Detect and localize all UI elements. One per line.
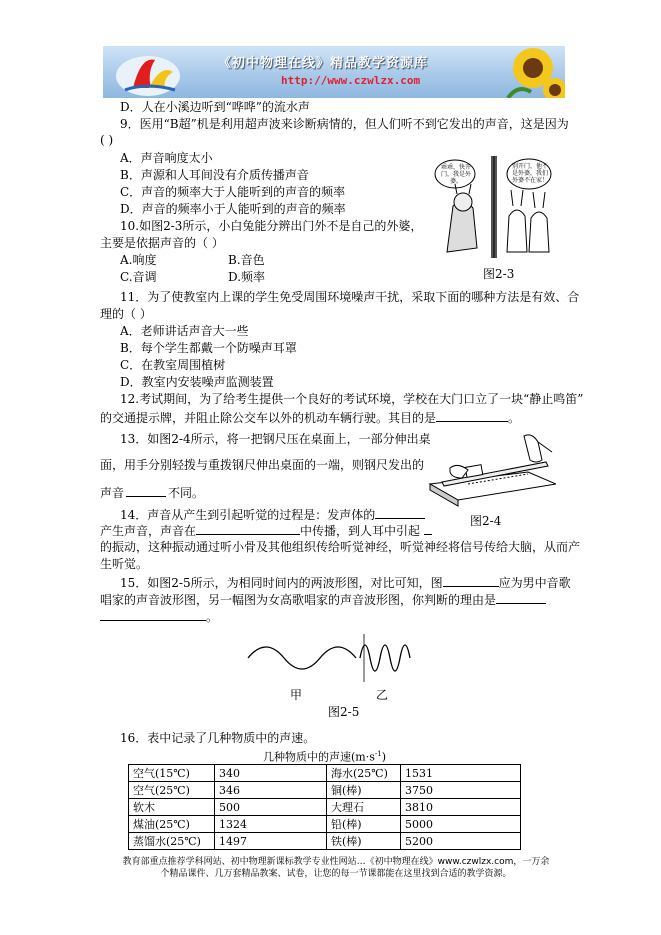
table-row [129, 816, 521, 833]
table-row [129, 833, 521, 850]
q15-line-1 [120, 574, 571, 591]
table-title [263, 747, 386, 765]
q14-answer-blank-3[interactable] [424, 522, 432, 535]
table-cell: 500 [215, 799, 327, 816]
waveform-yi [360, 645, 410, 671]
table-cell: 1531 [401, 765, 521, 782]
table-row [129, 799, 521, 816]
q12-end: 。 [508, 411, 521, 425]
table-cell: 3750 [401, 782, 521, 799]
footer-line-1: 教育部重点推荐学科网站、初中物理新课标教学专业性网站…《初中物理在线》www.czwlzx.com，一万余 [122, 857, 550, 867]
q10-option-b: B.音色 [228, 253, 265, 267]
q12-line-2 [100, 409, 520, 426]
q13-text: 声音 [100, 486, 125, 500]
footer-line-2: 个精品课件、几万套精品教案、试卷，让您的每一节课都能在这里找到合适的教学资源。 [160, 869, 512, 879]
table-row [129, 765, 521, 782]
table-cell: 3810 [401, 799, 521, 816]
table-title-text: 几种物质中的声速(m·s [263, 750, 375, 764]
q12-text: 的交通提示牌，并阻止除公交车以外的机动车辆行驶。其目的是 [100, 411, 437, 425]
label-jia: 甲 [290, 688, 303, 702]
q15-line-3 [100, 608, 218, 625]
figure-2-5-waveforms [246, 630, 416, 686]
q11-stem-2: 理的（ ） [100, 307, 152, 321]
figure-2-3-caption: 图2-3 [483, 267, 515, 281]
ruler-on-table-illustration [428, 432, 556, 510]
q8-option-d: D．人在小溪边听到“哗哗”的流水声 [120, 100, 310, 114]
figure-2-4 [428, 432, 556, 510]
table-cell: 软木 [129, 799, 215, 816]
q15-line-2 [100, 591, 546, 608]
q9-option-d: D．声音的频率小于人能听到的声音的频率 [120, 202, 346, 216]
q15-answer-blank-3[interactable] [100, 608, 206, 621]
waveform-jia [248, 647, 356, 669]
q14-line-3: 的振动，这种振动通过听小骨及其他组织传给听觉神经，听觉神经将信号传给大脑，从而产 [100, 540, 581, 554]
table-row [129, 782, 521, 799]
q14-answer-blank-2[interactable] [196, 522, 300, 535]
q9-option-b: B．声源和人耳间没有介质传播声音 [120, 168, 309, 182]
table-cell: 空气(25℃) [129, 782, 215, 799]
q16-stem: 16．表中记录了几种物质中的声速。 [120, 731, 316, 745]
table-cell: 空气(15℃) [129, 765, 215, 782]
q10-option-d: D.频率 [228, 270, 266, 284]
figure-2-4-caption: 图2-4 [470, 514, 502, 528]
q13-end: 不同。 [168, 486, 205, 500]
q15-answer-blank-1[interactable] [443, 574, 499, 587]
q15-text-1: 15．如图2-5所示，为相同时间内的两波形图，对比可知，图 [120, 576, 443, 590]
sound-speed-table [128, 764, 521, 850]
q14-line-2 [100, 522, 432, 539]
q14-line-1 [120, 506, 425, 523]
q9-stem: 9．医用“B超”机是利用超声波来诊断病情的，但人们听不到它发出的声音，这是因为 [120, 117, 569, 131]
label-yi: 乙 [376, 688, 389, 702]
q11-stem: 11．为了使教室内上课的学生免受周围环境噪声干扰，采取下面的哪种方法是有效、合 [120, 290, 580, 304]
q14-line-4: 生听觉。 [100, 557, 149, 571]
q14-answer-blank-1[interactable] [375, 506, 425, 519]
q15-end: 。 [206, 610, 219, 624]
q12-answer-blank[interactable] [436, 409, 508, 422]
table-cell: 5200 [401, 833, 521, 850]
q13-line-3 [100, 484, 204, 501]
table-cell: 1324 [215, 816, 327, 833]
wolf-speech-bubble: 乖乖，快开门，我是外婆。 [440, 164, 471, 185]
q11-option-a: A．老师讲话声音大一些 [120, 324, 249, 338]
table-cell: 大理石 [327, 799, 401, 816]
q14-text-2: 产生声音，声音在 [100, 524, 197, 538]
q9-bracket: ( ) [100, 133, 114, 147]
header-banner [103, 46, 565, 98]
q9-option-a: A．声音响度太小 [120, 151, 213, 165]
figure-2-3 [433, 156, 555, 258]
table-cell: 340 [215, 765, 327, 782]
q10-option-a: A.响度 [120, 253, 157, 267]
q14-text-1: 14．声音从产生到引起听觉的过程是：发声体的 [120, 508, 376, 522]
table-cell: 铅(棒) [327, 816, 401, 833]
table-cell: 5000 [401, 816, 521, 833]
q10-stem-2: 主要是依据声音的（ ） [100, 236, 224, 250]
q11-option-b: B．每个学生都戴一个防噪声耳罩 [120, 341, 297, 355]
q10-stem: 10.如图2-3所示，小白兔能分辨出门外不是自己的外婆， [120, 219, 423, 233]
banner-url[interactable]: http://www.czwlzx.com [281, 74, 421, 87]
q10-option-c: C.音调 [120, 270, 157, 284]
sunflower-icon [508, 48, 565, 98]
q13-line-2: 面，用手分别轻拨与重拨钢尺伸出桌面的一端，则钢尺发出的 [100, 458, 425, 472]
q15-answer-blank-2[interactable] [496, 591, 546, 604]
q13-line-1: 13．如图2-4所示，将一把钢尺压在桌面上，一部分伸出桌 [120, 432, 431, 446]
table-cell: 海水(25℃) [327, 765, 401, 782]
table-cell: 铜(棒) [327, 782, 401, 799]
q13-answer-blank[interactable] [126, 484, 166, 497]
table-cell: 煤油(25℃) [129, 816, 215, 833]
table-cell: 铁(棒) [327, 833, 401, 850]
figure-2-5-caption: 图2-5 [328, 705, 360, 719]
table-cell: 蒸馏水(25℃) [129, 833, 215, 850]
rabbit-speech-bubble: 别开门，他不是外婆，我们外婆不在家！ [511, 163, 548, 184]
q11-option-d: D．教室内安装噪声监测装置 [120, 375, 274, 389]
q12-line-1: 12.考试期间，为了给考生提供一个良好的考试环境，学校在大门口立了一块“静止鸣笛” [120, 392, 584, 406]
q9-option-c: C．声音的频率大于人能听到的声音的频率 [120, 185, 346, 199]
table-title-end: ) [381, 750, 386, 764]
q14-text-3: 中传播，到人耳中引起 [300, 524, 421, 538]
table-title-sup: -1 [374, 750, 382, 758]
q15-text-2: 应为男中音歌 [498, 576, 571, 590]
banner-title: 《初中物理在线》精品教学资源库 [218, 56, 429, 71]
table-cell: 1497 [215, 833, 327, 850]
q15-text-3: 唱家的声音波形图，另一幅图为女高歌唱家的声音波形图，你判断的理由是 [100, 593, 497, 607]
table-cell: 346 [215, 782, 327, 799]
q11-option-c: C．在教室周围植树 [120, 358, 226, 372]
